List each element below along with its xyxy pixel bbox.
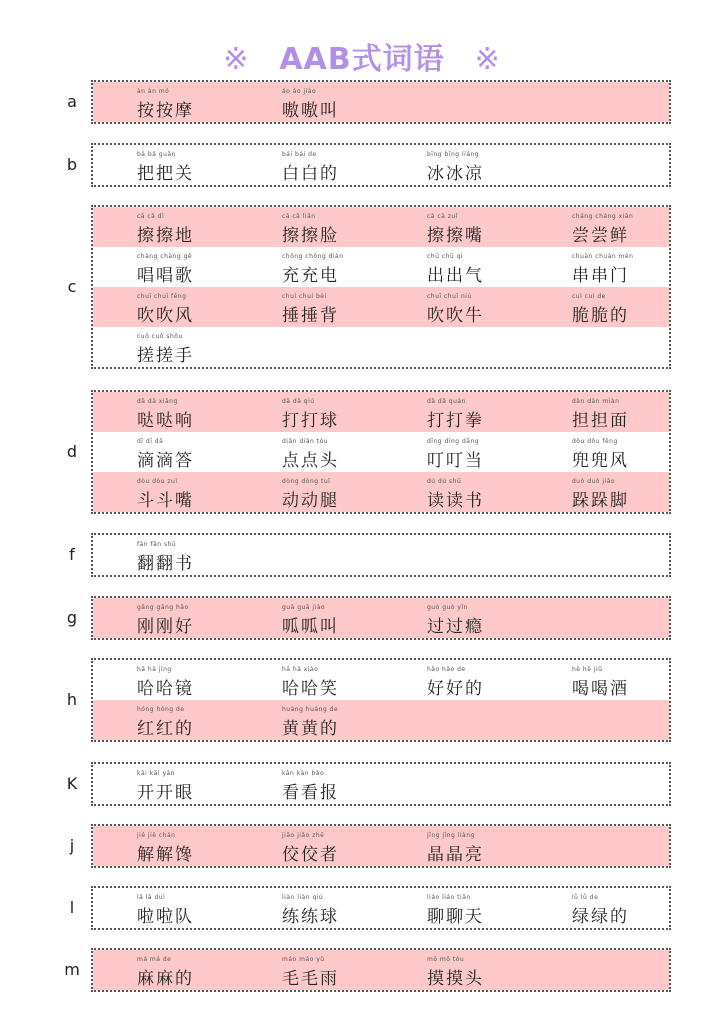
pinyin: cā cā liǎn	[282, 213, 316, 220]
pinyin: duò duò jiǎo	[572, 478, 616, 485]
word-item	[282, 888, 392, 928]
word-item	[427, 287, 537, 327]
section-label: f	[69, 545, 75, 564]
chinese-word: 叮叮当	[427, 451, 484, 471]
word-item	[282, 432, 392, 472]
title-text: AAB式词语	[279, 42, 445, 77]
pinyin: chuī chuī niú	[427, 293, 472, 300]
reference-mark-icon: ※	[474, 42, 501, 77]
word-item	[137, 826, 247, 866]
word-item	[427, 392, 537, 432]
chinese-word: 毛毛雨	[282, 969, 339, 989]
section-label: m	[64, 960, 80, 979]
word-box	[91, 390, 671, 514]
chinese-word: 解解馋	[137, 845, 194, 865]
chinese-word: 滴滴答	[137, 451, 194, 471]
chinese-word: 脆脆的	[572, 306, 629, 326]
word-item	[282, 826, 392, 866]
chinese-word: 唱唱歌	[137, 266, 194, 286]
chinese-word: 喝喝酒	[572, 679, 629, 699]
chinese-word: 佼佼者	[282, 845, 339, 865]
word-item	[427, 432, 537, 472]
pinyin: dǎ dǎ quán	[427, 398, 466, 405]
chinese-word: 黄黄的	[282, 719, 339, 739]
word-item	[282, 82, 392, 122]
pinyin: cuō cuō shǒu	[137, 333, 183, 340]
word-item	[572, 392, 682, 432]
chinese-word: 串串门	[572, 266, 629, 286]
section-label: h	[66, 690, 78, 709]
word-row	[93, 432, 669, 472]
word-row	[93, 207, 669, 247]
pinyin: dú dú shū	[427, 478, 462, 485]
pinyin: áo áo jiào	[282, 88, 317, 95]
pinyin: liáo liáo tiān	[427, 894, 471, 901]
chinese-word: 刚刚好	[137, 617, 194, 637]
pinyin: hā hā xiào	[282, 666, 319, 673]
pinyin: gāng gāng hǎo	[137, 604, 189, 611]
word-item	[572, 888, 682, 928]
word-item	[137, 472, 247, 512]
word-item	[427, 472, 537, 512]
word-row	[93, 327, 669, 367]
word-row	[93, 287, 669, 327]
word-item	[427, 660, 537, 700]
pinyin: dòu dòu zuǐ	[137, 478, 178, 485]
pinyin: dīng dīng dāng	[427, 438, 480, 445]
word-item	[427, 826, 537, 866]
pinyin: chuí chuí bèi	[282, 293, 327, 300]
word-box	[91, 948, 671, 992]
chinese-word: 聊聊天	[427, 907, 484, 927]
word-item	[572, 287, 682, 327]
word-item	[137, 764, 247, 804]
section-label: j	[69, 836, 75, 855]
word-item	[137, 888, 247, 928]
word-row	[93, 598, 669, 638]
pinyin: lǜ lǜ de	[572, 894, 599, 901]
pinyin: kàn kàn bào	[282, 770, 325, 777]
word-item	[282, 287, 392, 327]
word-item	[427, 598, 537, 638]
pinyin: jīng jīng liàng	[427, 832, 475, 839]
chinese-word: 担担面	[572, 411, 629, 431]
section-label: g	[66, 608, 78, 627]
word-item	[572, 247, 682, 287]
chinese-word: 斗斗嘴	[137, 491, 194, 511]
pinyin: fān fān shū	[137, 541, 177, 548]
word-item	[427, 207, 537, 247]
chinese-word: 练练球	[282, 907, 339, 927]
word-item	[137, 207, 247, 247]
word-item	[427, 247, 537, 287]
word-item	[282, 950, 392, 990]
pinyin: diǎn diǎn tóu	[282, 438, 329, 445]
word-item	[137, 660, 247, 700]
word-item	[282, 598, 392, 638]
chinese-word: 晶晶亮	[427, 845, 484, 865]
section-label: c	[67, 277, 77, 296]
word-box	[91, 762, 671, 806]
pinyin: kāi kāi yǎn	[137, 770, 175, 777]
pinyin: hóng hóng de	[137, 706, 185, 713]
pinyin: chōng chōng diàn	[282, 253, 344, 260]
word-row	[93, 950, 669, 990]
chinese-word: 读读书	[427, 491, 484, 511]
chinese-word: 过过瘾	[427, 617, 484, 637]
pinyin: dǎ dǎ qiú	[282, 398, 315, 405]
page-title	[0, 34, 724, 78]
pinyin: dòng dòng tuǐ	[282, 478, 331, 485]
chinese-word: 吹吹牛	[427, 306, 484, 326]
word-row	[93, 764, 669, 804]
section-label: K	[66, 774, 78, 793]
pinyin: chū chū qì	[427, 253, 464, 260]
word-item	[137, 247, 247, 287]
chinese-word: 啦啦队	[137, 907, 194, 927]
pinyin: dī dī dā	[137, 438, 164, 445]
pinyin: cuì cuì de	[572, 293, 606, 300]
word-item	[137, 598, 247, 638]
pinyin: guò guò yǐn	[427, 604, 468, 611]
word-row	[93, 826, 669, 866]
chinese-word: 搓搓手	[137, 346, 194, 366]
section-label: b	[66, 155, 78, 174]
pinyin: cā cā zuǐ	[427, 213, 458, 220]
chinese-word: 哈哈笑	[282, 679, 339, 699]
chinese-word: 充充电	[282, 266, 339, 286]
pinyin: bǎ bǎ guān	[137, 151, 176, 158]
pinyin: lā lā duì	[137, 894, 166, 901]
word-item	[427, 950, 537, 990]
word-item	[137, 700, 247, 740]
chinese-word: 哒哒响	[137, 411, 194, 431]
pinyin: chàng chàng gē	[137, 253, 193, 260]
word-item	[137, 145, 247, 185]
word-item	[282, 700, 392, 740]
word-row	[93, 700, 669, 740]
chinese-word: 尝尝鲜	[572, 226, 629, 246]
chinese-word: 看看报	[282, 783, 339, 803]
word-item	[137, 950, 247, 990]
pinyin: guā guā jiào	[282, 604, 326, 611]
chinese-word: 把把关	[137, 164, 194, 184]
chinese-word: 按按摩	[137, 101, 194, 121]
pinyin: jiǎo jiǎo zhě	[282, 832, 325, 839]
chinese-word: 好好的	[427, 679, 484, 699]
word-row	[93, 472, 669, 512]
chinese-word: 出出气	[427, 266, 484, 286]
pinyin: liàn liàn qiú	[282, 894, 324, 901]
word-box	[91, 143, 671, 187]
pinyin: hā hā jìng	[137, 666, 172, 673]
pinyin: chuī chuī fēng	[137, 293, 187, 300]
word-item	[137, 327, 247, 367]
word-row	[93, 247, 669, 287]
chinese-word: 摸摸头	[427, 969, 484, 989]
word-item	[282, 145, 392, 185]
word-item	[137, 432, 247, 472]
word-box	[91, 80, 671, 124]
word-item	[427, 888, 537, 928]
chinese-word: 擦擦地	[137, 226, 194, 246]
chinese-word: 白白的	[282, 164, 339, 184]
chinese-word: 跺跺脚	[572, 491, 629, 511]
pinyin: dōu dōu fēng	[572, 438, 618, 445]
chinese-word: 绿绿的	[572, 907, 629, 927]
word-row	[93, 660, 669, 700]
chinese-word: 哈哈镜	[137, 679, 194, 699]
pinyin: hē hē jiǔ	[572, 666, 603, 673]
pinyin: bīng bīng liáng	[427, 151, 480, 158]
word-item	[282, 207, 392, 247]
word-item	[282, 392, 392, 432]
word-row	[93, 82, 669, 122]
chinese-word: 麻麻的	[137, 969, 194, 989]
chinese-word: 开开眼	[137, 783, 194, 803]
pinyin: chuàn chuàn mén	[572, 253, 634, 260]
chinese-word: 红红的	[137, 719, 194, 739]
pinyin: má má de	[137, 956, 172, 963]
pinyin: cā cā dì	[137, 213, 165, 220]
pinyin: huáng huáng de	[282, 706, 339, 713]
word-box	[91, 824, 671, 868]
word-item	[137, 287, 247, 327]
pinyin: bái bái de	[282, 151, 317, 158]
word-row	[93, 145, 669, 185]
word-row	[93, 535, 669, 575]
chinese-word: 翻翻书	[137, 554, 194, 574]
chinese-word: 吹吹风	[137, 306, 194, 326]
section-label: l	[69, 898, 75, 917]
word-box	[91, 205, 671, 369]
pinyin: cháng cháng xiān	[572, 213, 634, 220]
pinyin: àn àn mó	[137, 88, 170, 95]
word-item	[282, 660, 392, 700]
chinese-word: 打打球	[282, 411, 339, 431]
chinese-word: 捶捶背	[282, 306, 339, 326]
reference-mark-icon: ※	[223, 42, 250, 77]
word-item	[137, 392, 247, 432]
word-item	[427, 145, 537, 185]
chinese-word: 点点头	[282, 451, 339, 471]
word-row	[93, 888, 669, 928]
word-item	[572, 207, 682, 247]
chinese-word: 打打拳	[427, 411, 484, 431]
pinyin: mō mō tóu	[427, 956, 465, 963]
chinese-word: 呱呱叫	[282, 617, 339, 637]
word-box	[91, 533, 671, 577]
word-item	[572, 660, 682, 700]
pinyin: máo máo yǔ	[282, 956, 325, 963]
word-box	[91, 886, 671, 930]
word-item	[282, 764, 392, 804]
chinese-word: 嗷嗷叫	[282, 101, 339, 121]
chinese-word: 兜兜风	[572, 451, 629, 471]
word-item	[137, 82, 247, 122]
pinyin: hǎo hǎo de	[427, 666, 466, 673]
word-item	[282, 247, 392, 287]
pinyin: jiě jiě chán	[137, 832, 176, 839]
word-box	[91, 658, 671, 742]
word-row	[93, 392, 669, 432]
chinese-word: 擦擦嘴	[427, 226, 484, 246]
word-item	[137, 535, 247, 575]
chinese-word: 动动腿	[282, 491, 339, 511]
pinyin: dā dā xiǎng	[137, 398, 178, 405]
word-item	[282, 472, 392, 512]
word-item	[572, 472, 682, 512]
word-box	[91, 596, 671, 640]
chinese-word: 冰冰凉	[427, 164, 484, 184]
word-item	[572, 432, 682, 472]
pinyin: dàn dàn miàn	[572, 398, 620, 405]
section-label: d	[66, 442, 78, 461]
section-label: a	[67, 92, 77, 111]
chinese-word: 擦擦脸	[282, 226, 339, 246]
